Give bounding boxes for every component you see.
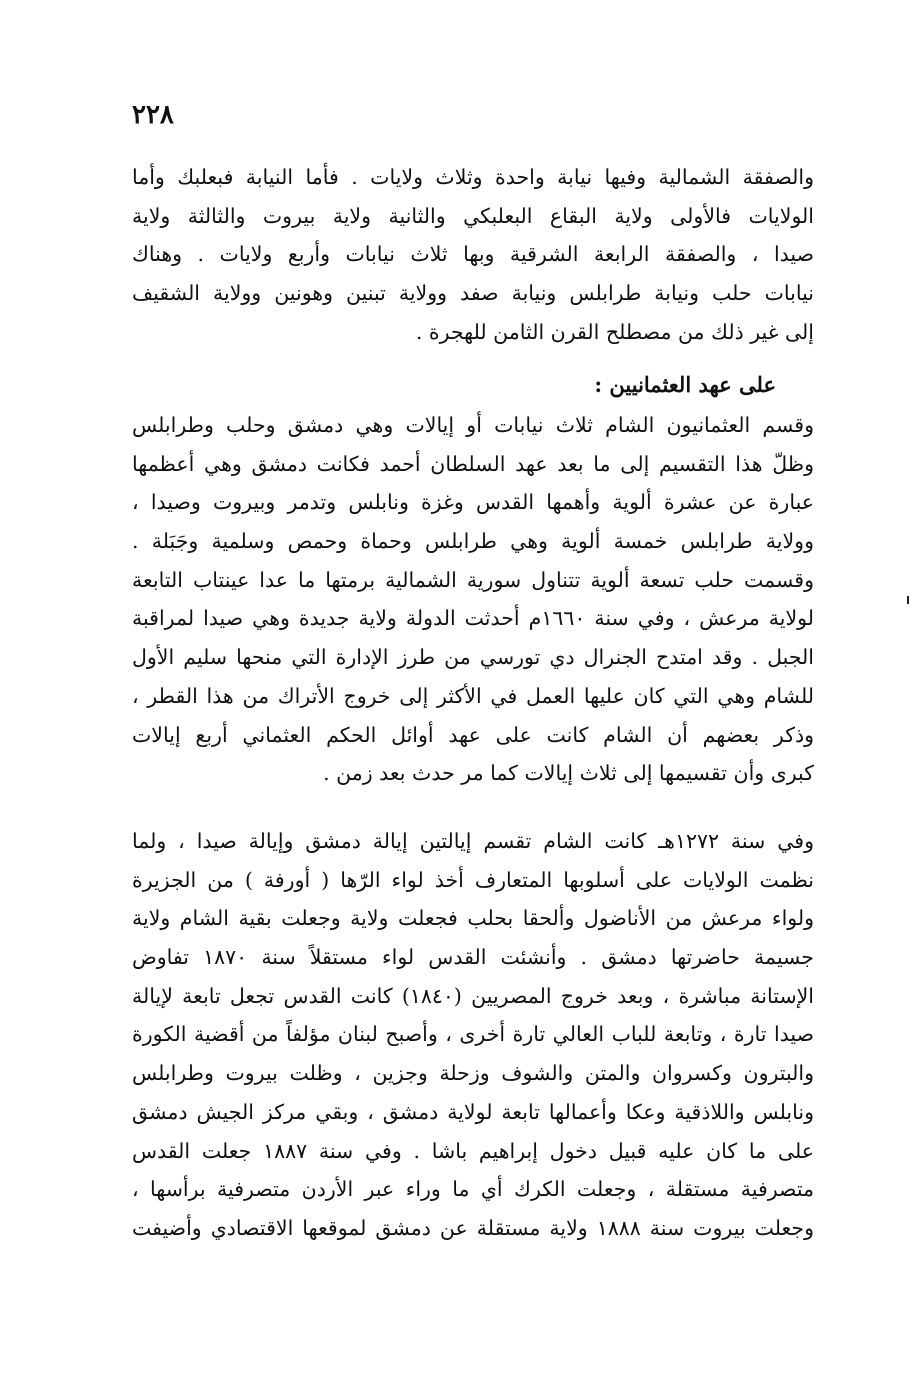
text-line: على ما كان عليه قبيل دخول إبراهيم باشا . وفي سنة ١٨٨٧ جعلت القدس	[132, 1138, 814, 1163]
text-line: وفي سنة ١٢٧٢هـ كانت الشام تقسم إيالتين إيالة دمشق وإيالة صيدا ، ولما	[132, 829, 814, 853]
text-line: عبارة عن عشرة ألوية وأهمها القدس وغزة ونابلس وتدمر وبيروت وصيدا ،	[132, 490, 814, 515]
text-line: وذكر بعضهم أن الشام كانت على عهد أوائل الحكم العثماني أربع إيالات	[132, 722, 814, 747]
section-heading: على عهد العثمانيين :	[594, 372, 776, 397]
page-number: ٢٢٨	[132, 100, 174, 130]
text-line: نظمت الولايات على أسلوبها المتعارف أخذ لواء الرّها ( أورفة ) من الجزيرة	[132, 867, 814, 892]
text-line: وقسمت حلب تسعة ألوية تتناول سورية الشمالية برمتها ما عدا عينتاب التابعة	[132, 567, 814, 592]
text-line: ونابلس واللاذقية وعكا وأعمالها تابعة لولاية دمشق ، وبقي مركز الجيش دمشق	[132, 1099, 814, 1124]
text-line: الجبل . وقد امتدح الجنرال دي تورسي من طرز الإدارة التي منحها سليم الأول	[132, 645, 814, 670]
text-line: صيدا ، والصفقة الرابعة الشرقية وبها ثلاث نيابات وأربع ولايات . وهناك	[132, 242, 814, 267]
text-line: صيدا تارة ، وتابعة للباب العالي تارة أخرى ، وأصبح لبنان مؤلفاً من أقضية الكورة	[132, 1022, 814, 1047]
text-line: وظلّ هذا التقسيم إلى ما بعد عهد السلطان أحمد فكانت دمشق وهي أعظمها	[132, 451, 814, 476]
text-line: لولاية مرعش ، وفي سنة ١٦٦٠م أحدثت الدولة ولاية جديدة وهي صيدا لمراقبة	[132, 606, 814, 631]
text-line: جسيمة حاضرتها دمشق . وأنشئت القدس لواء مستقلاً سنة ١٨٧٠ تفاوض	[132, 945, 814, 970]
text-line: الولايات فالأولى ولاية البقاع البعلبكي والثانية ولاية بيروت والثالثة ولاية	[132, 203, 814, 228]
margin-mark	[907, 596, 909, 604]
paragraph-3	[132, 822, 814, 1248]
paragraph-2	[132, 406, 814, 793]
text-line: نيابات حلب ونيابة طرابلس ونيابة صفد وولاية تبنين وهونين وولاية الشقيف	[132, 281, 814, 306]
text-line: للشام وهي التي كان عليها العمل في الأكثر إلى خروج الأتراك من هذا القطر ،	[132, 683, 814, 708]
text-line: كبرى وأن تقسيمها إلى ثلاث إيالات كما مر حدث بعد زمن .	[323, 761, 814, 786]
text-line: الإستانة مباشرة ، وبعد خروج المصريين (١٨٤٠) كانت القدس تجعل تابعة لإيالة	[132, 983, 815, 1008]
text-line: والصفقة الشمالية وفيها نيابة واحدة وثلاث ولايات . فأما النيابة فبعلبك وأما	[132, 165, 814, 189]
text-line: والبترون وكسروان والمتن والشوف وزحلة وجزين ، وظلت بيروت وطرابلس	[132, 1061, 814, 1086]
paragraph-1	[132, 158, 814, 351]
text-line: وولاية طرابلس خمسة ألوية وهي طرابلس وحماة وحمص وسلمية وجَبَلة .	[132, 529, 814, 554]
text-line: متصرفية مستقلة ، وجعلت الكرك أي ما وراء عبر الأردن متصرفية برأسها ،	[132, 1177, 814, 1202]
text-line: ولواء مرعش من الأناضول وألحقا بحلب فجعلت ولاية وجعلت بقية الشام ولاية	[132, 906, 814, 931]
text-line: وقسم العثمانيون الشام ثلاث نيابات أو إيالات وهي دمشق وحلب وطرابلس	[132, 413, 814, 437]
text-line: وجعلت بيروت سنة ١٨٨٨ ولاية مستقلة عن دمشق لموقعها الاقتصادي وأضيفت	[132, 1215, 814, 1240]
text-line: إلى غير ذلك من مصطلح القرن الثامن للهجرة .	[415, 319, 814, 344]
